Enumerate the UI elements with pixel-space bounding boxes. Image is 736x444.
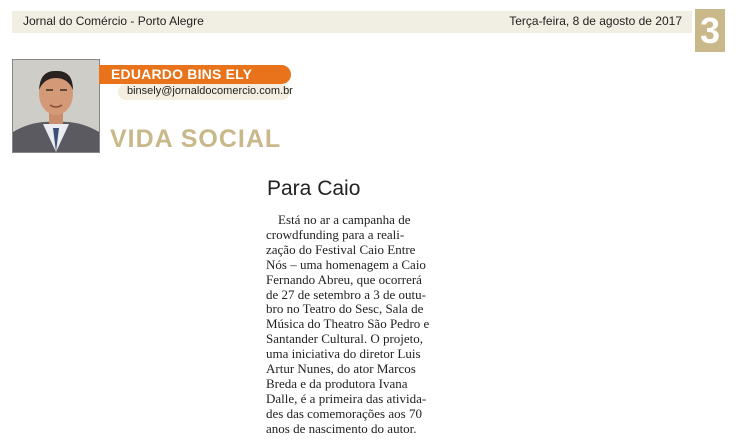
article-line: des das comemorações aos 70 — [266, 405, 422, 421]
article-line: zação do Festival Caio Entre — [266, 241, 416, 257]
article-line: uma iniciativa do diretor Luis — [266, 346, 421, 362]
article-body — [266, 213, 438, 437]
author-name-tab — [99, 65, 291, 84]
article-line: anos de nascimento do autor. — [266, 420, 417, 436]
article-line: Santander Cultural. O projeto, — [266, 331, 424, 347]
article-line: Música do Theatro São Pedro e — [266, 316, 430, 332]
author-email: binsely@jornaldocomercio.com.br — [127, 85, 293, 97]
article-line: crowdfunding para a reali- — [266, 226, 405, 242]
author-email-pill — [118, 84, 293, 100]
publication-name: Jornal do Comércio - Porto Alegre — [23, 14, 204, 28]
article-line: Dalle, é a primeira das ativida- — [266, 390, 427, 406]
masthead-bar — [12, 11, 692, 33]
issue-date: Terça-feira, 8 de agosto de 2017 — [509, 14, 682, 28]
article-line: Breda e da produtora Ivana — [266, 375, 408, 391]
article-line: Artur Nunes, do ator Marcos — [266, 361, 416, 377]
article-title: Para Caio — [267, 177, 361, 200]
page-number-badge: 3 — [695, 9, 725, 52]
article-line: bro no Teatro do Sesc, Sala de — [266, 301, 424, 317]
author-photo — [12, 59, 100, 153]
section-title: VIDA SOCIAL — [110, 125, 282, 153]
article-line: Nós – uma homenagem a Caio — [266, 256, 426, 272]
article-line: Fernando Abreu, que ocorrerá — [266, 271, 422, 287]
author-name: EDUARDO BINS ELY — [111, 66, 253, 82]
article-line: de 27 de setembro a 3 de outu- — [266, 286, 426, 302]
article-line: Está no ar a campanha de — [278, 212, 411, 227]
author-portrait-icon — [13, 60, 99, 152]
